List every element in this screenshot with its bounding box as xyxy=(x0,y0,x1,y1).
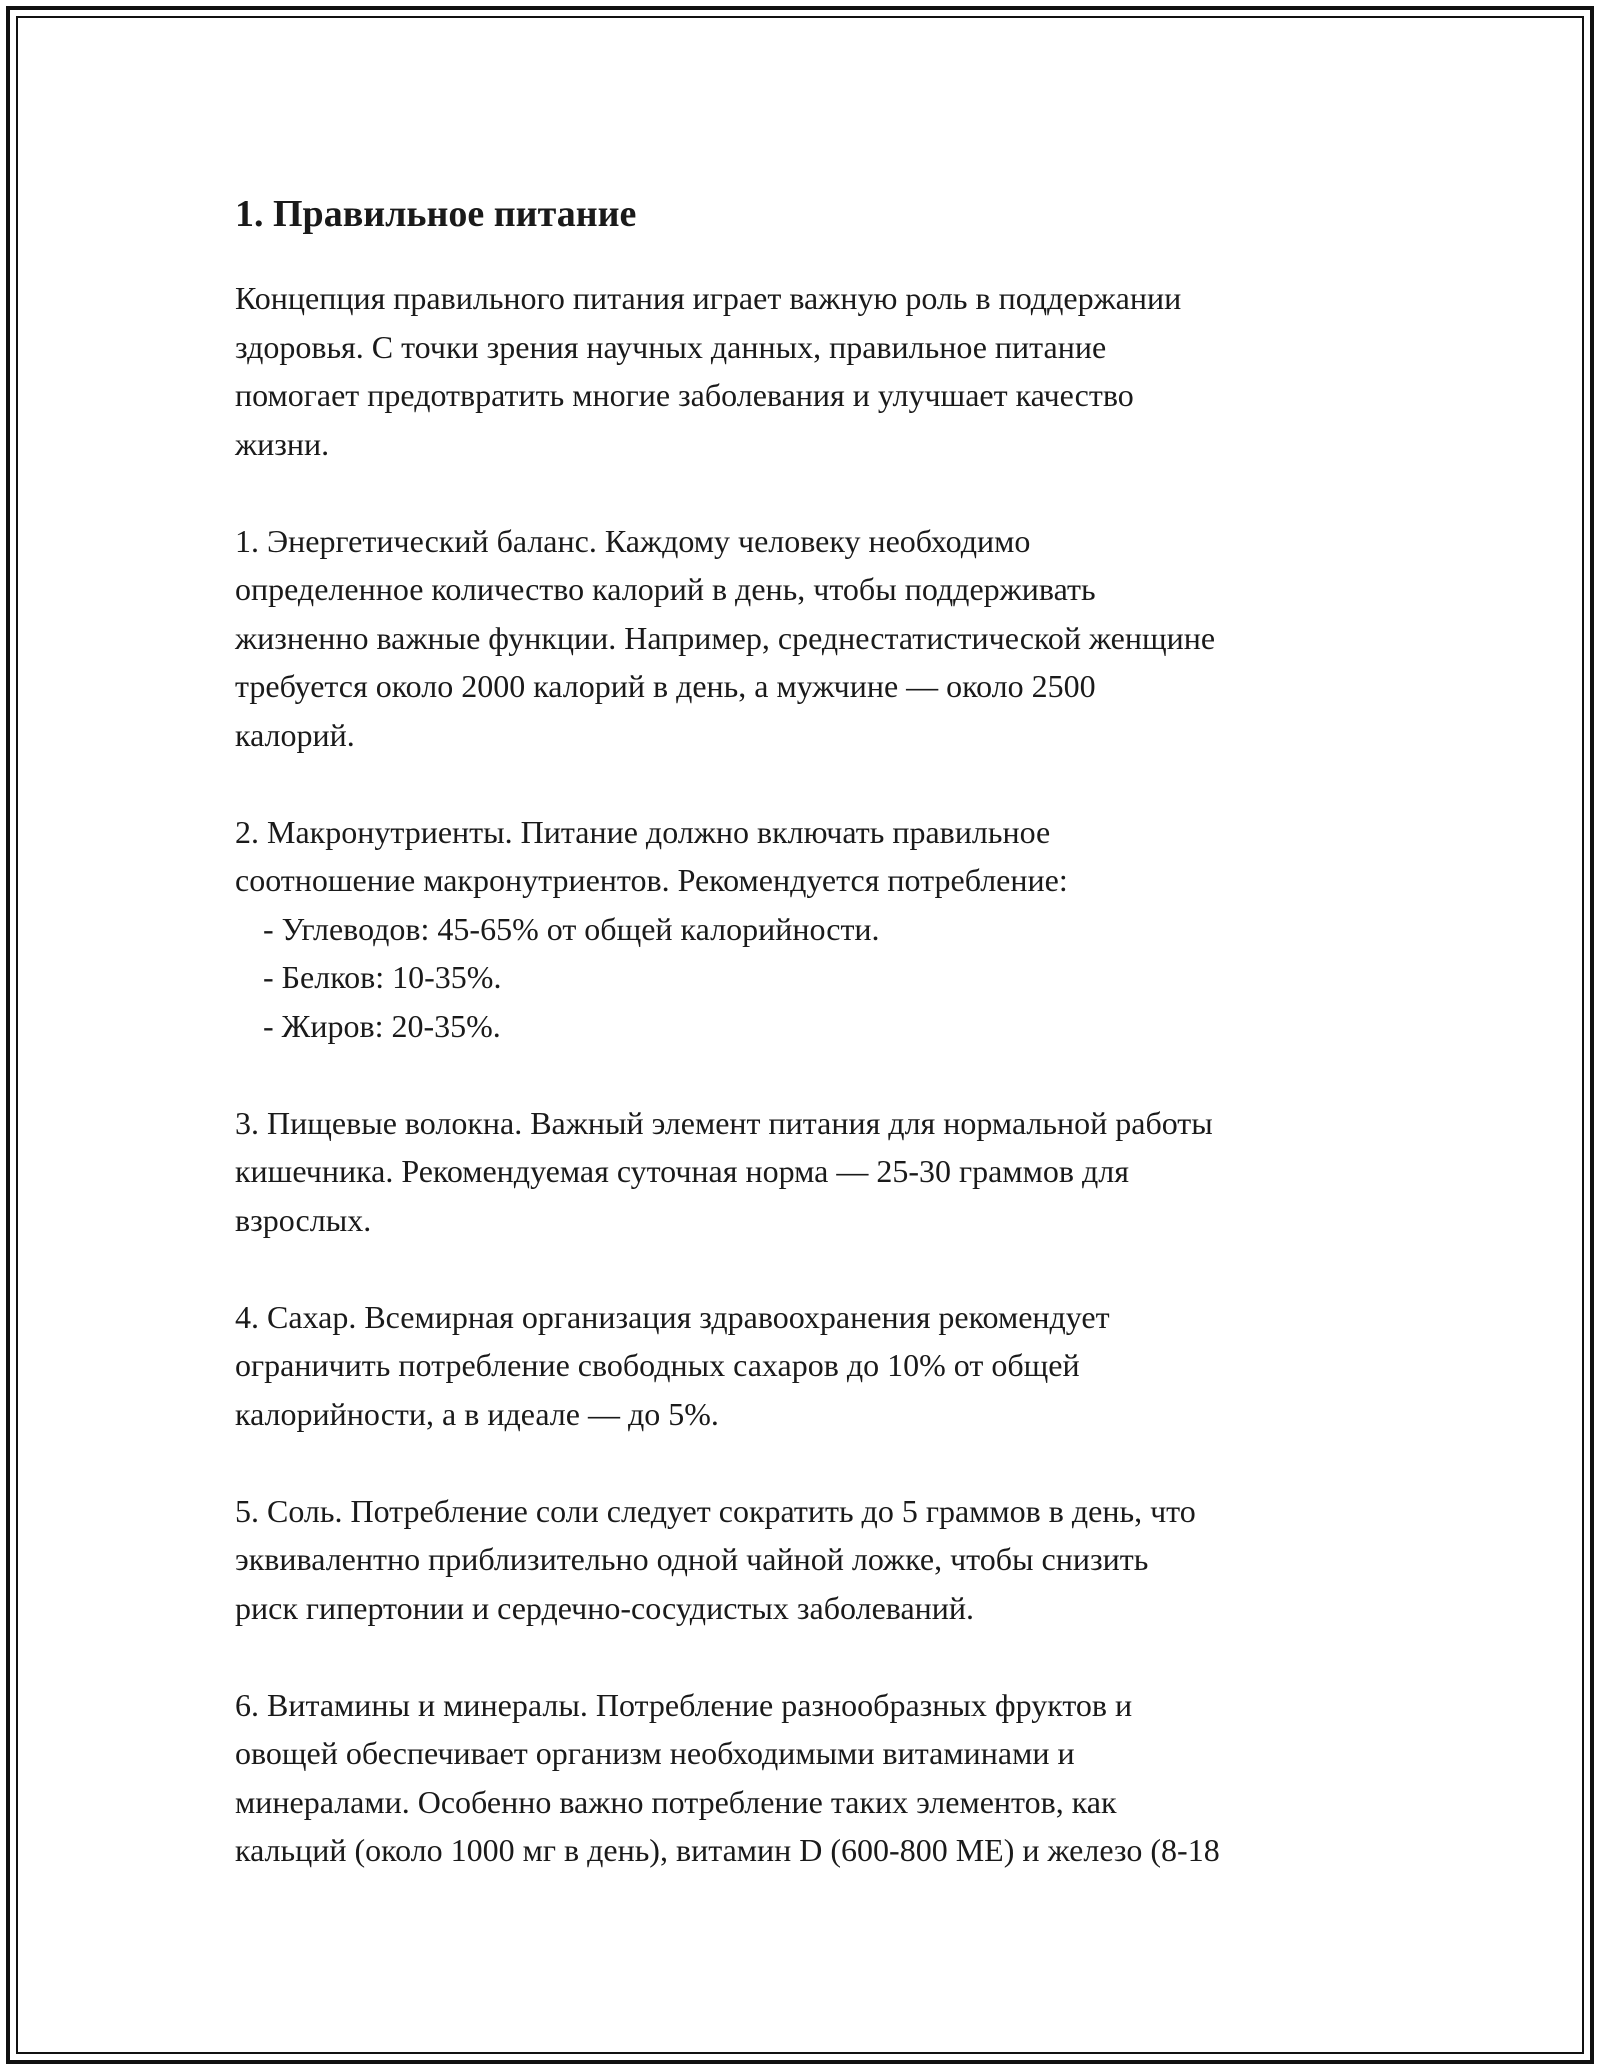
item-energy-balance: 1. Энергетический баланс. Каждому человеку необходимо определенное количество калорий в день, чтобы поддерживать жизненно важные функции. Например, среднестатистической женщине требуется около 2000 калорий в день, а мужчине — около 2500 калорий. xyxy=(235,522,1216,753)
item-sugar: 4. Сахар. Всемирная организация здравоохранения рекомендует ограничить потребление свободных сахаров до 10% от общей калорийности, а в идеале — до 5%. xyxy=(235,1298,1110,1432)
item-macronutrients xyxy=(235,808,1385,1051)
sub-item-fats: - Жиров: 20-35%. xyxy=(263,1007,501,1044)
document-body xyxy=(235,188,1385,1923)
section-heading: 1. Правильное питание xyxy=(235,193,637,235)
item-salt: 5. Соль. Потребление соли следует сократить до 5 граммов в день, что эквивалентно приблизительно одной чайной ложке, чтобы снизить риск гипертонии и сердечно-сосудистых заболеваний. xyxy=(235,1492,1196,1626)
sub-item-carbs: - Углеводов: 45-65% от общей калорийности. xyxy=(263,910,880,947)
item-macronutrients-text: 2. Макронутриенты. Питание должно включать правильное соотношение макронутриентов. Рекомендуется потребление: xyxy=(235,813,1068,898)
item-fiber: 3. Пищевые волокна. Важный элемент питания для нормальной работы кишечника. Рекомендуемая суточная норма — 25-30 граммов для взрослых. xyxy=(235,1104,1213,1238)
intro-paragraph: Концепция правильного питания играет важную роль в поддержании здоровья. С точки зрения научных данных, правильное питание помогает предотвратить многие заболевания и улучшает качество жизни. xyxy=(235,280,1182,462)
item-vitamins-minerals: 6. Витамины и минералы. Потребление разнообразных фруктов и овощей обеспечивает организм необходимыми витаминами и минералами. Особенно важно потребление таких элементов, как кальций (около 1000 мг в день), витамин D (600-800 МЕ) и железо (8-18 xyxy=(235,1686,1220,1868)
sub-item-proteins: - Белков: 10-35%. xyxy=(263,959,502,995)
